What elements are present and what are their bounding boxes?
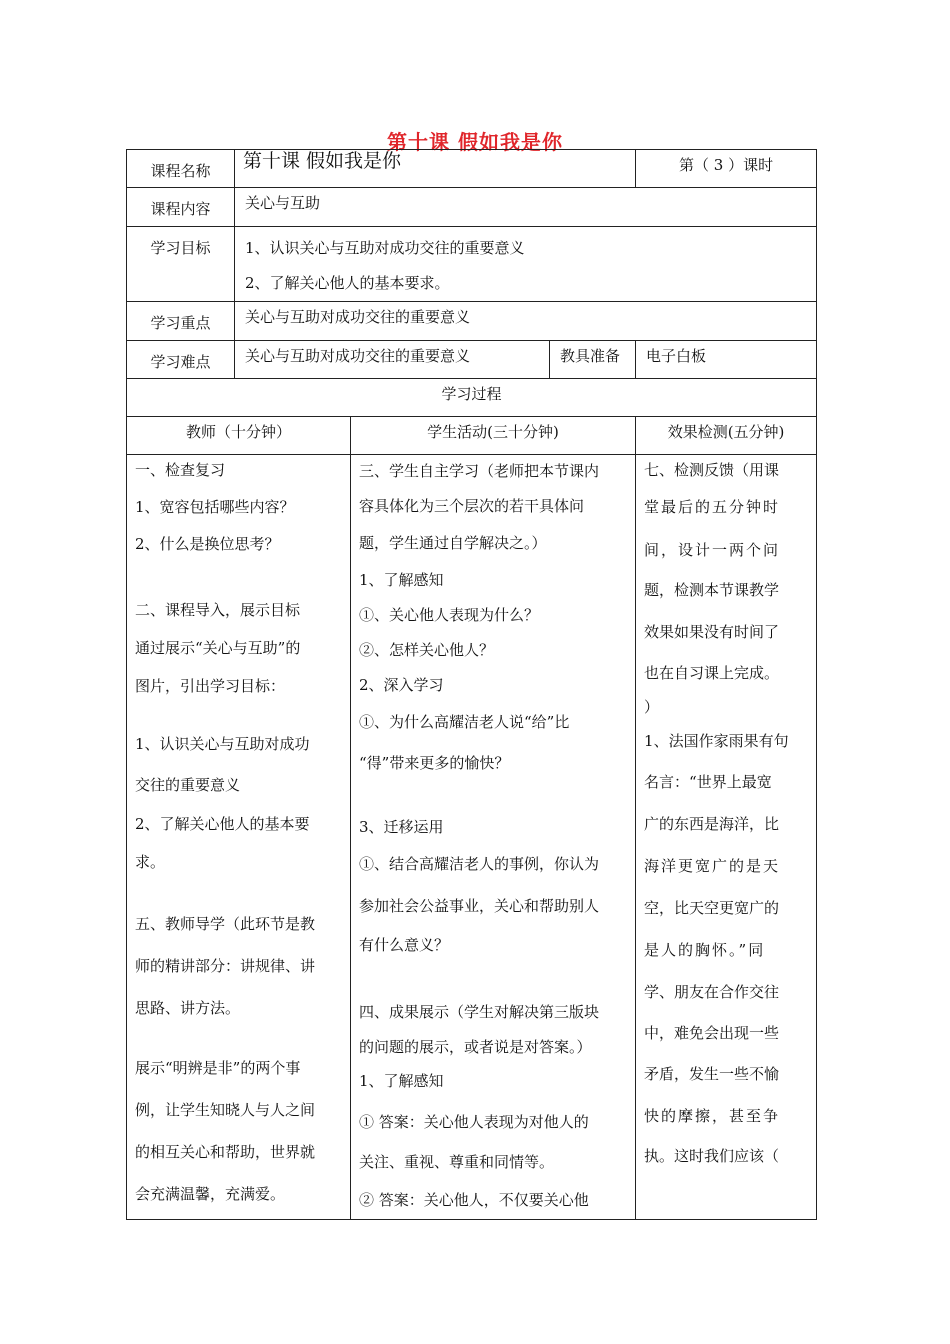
teacher-line: 展示“明辨是非”的两个事 [135,1059,301,1077]
check-line: 七、检测反馈（用课 [644,461,780,479]
goal-item: 2、了解关心他人的基本要求。 [245,274,450,292]
check-line: 矛盾，发生一些不愉 [644,1065,780,1083]
column-header-row [127,417,817,455]
teacher-line: 2、什么是换位思考？ [135,535,280,553]
difficulty-row [127,341,817,379]
student-line: 容具体化为三个层次的若干具体问 [359,497,585,515]
check-line: 海洋更宽广的是天 [644,857,781,875]
student-header: 学生活动(三十分钟) [351,417,636,455]
lesson-plan-table [126,149,817,1220]
teacher-line: 师的精讲部分：讲规律、讲 [135,957,316,975]
course-name-row [127,150,817,188]
goals-label: 学习目标 [127,227,235,302]
course-name-label: 课程名称 [127,150,235,188]
teacher-line: 图片，引出学习目标： [135,677,286,695]
tools-value: 电子白板 [636,341,817,379]
process-row [127,379,817,417]
teacher-line: 五、教师导学（此环节是教 [135,915,316,933]
teacher-line: 交往的重要意义 [135,776,241,794]
process-label: 学习过程 [127,379,817,417]
student-line: 有什么意义？ [359,936,450,954]
teacher-line: 1、宽容包括哪些内容？ [135,498,295,516]
student-line: ①、结合高耀洁老人的事例，你认为 [359,855,600,873]
document-title: 第十课 假如我是你 [387,130,563,154]
student-line: 题，学生通过自学解决之。） [359,534,547,552]
teacher-line: 的相互关心和帮助，世界就 [135,1143,316,1161]
goals-cell [235,227,817,302]
teacher-line: 会充满温馨，充满爱。 [135,1185,286,1203]
check-line: 也在自习课上完成。 [644,664,780,682]
student-line: ②、怎样关心他人？ [359,641,495,659]
teacher-line: 一、检查复习 [135,461,226,479]
period-text: 第（ 3 ）课时 [636,150,817,188]
check-line: 中，难免会出现一些 [644,1024,780,1042]
teacher-line: 1、认识关心与互助对成功 [135,735,310,753]
check-line: 执。这时我们应该（ [644,1147,780,1165]
teacher-line: 二、课程导入，展示目标 [135,601,301,619]
check-line: 1、法国作家雨果有句 [644,732,789,750]
student-column [351,455,636,1220]
check-line: ） [644,698,660,716]
teacher-column [127,455,351,1220]
student-line: ①、关心他人表现为什么？ [359,606,540,624]
student-line: ①、为什么高耀洁老人说“给”比 [359,713,570,731]
student-line: 1、了解感知 [359,571,444,589]
student-line: 3、迁移运用 [359,818,444,836]
student-line: ② 答案：关心他人，不仅要关心他 [359,1191,589,1209]
teacher-line: 2、了解关心他人的基本要 [135,815,310,833]
check-header: 效果检测(五分钟) [636,417,817,455]
student-line: 四、成果展示（学生对解决第三版块 [359,1003,600,1021]
student-line: 关注、重视、尊重和同情等。 [359,1153,555,1171]
check-line: 名言：“世界上最宽 [644,773,772,791]
difficulty-value: 关心与互助对成功交往的重要意义 [235,341,550,379]
check-line: 是人的胸怀。”同 [644,941,766,959]
check-line: 效果如果没有时间了 [644,623,780,641]
student-line: 1、了解感知 [359,1072,444,1090]
teacher-line: 例，让学生知晓人与人之间 [135,1101,316,1119]
focus-row [127,302,817,341]
content-row [127,188,817,227]
student-line: 参加社会公益事业，关心和帮助别人 [359,897,600,915]
check-line: 间，设计一两个问 [644,541,781,559]
teacher-line: 思路、讲方法。 [135,999,241,1017]
check-line: 学、朋友在合作交往 [644,983,780,1001]
student-line: 2、深入学习 [359,676,444,694]
check-line: 快的摩擦，甚至争 [644,1107,781,1125]
goal-item: 1、认识关心与互助对成功交往的重要意义 [245,239,525,257]
difficulty-label: 学习难点 [127,341,235,379]
student-line: “得”带来更多的愉快？ [359,754,510,772]
check-line: 题，检测本节课教学 [644,581,780,599]
check-line: 空，比天空更宽广的 [644,899,780,917]
check-line: 广的东西是海洋，比 [644,815,780,833]
check-line: 堂最后的五分钟时 [644,498,781,516]
teacher-line: 通过展示“关心与互助”的 [135,639,301,657]
teacher-line: 求。 [135,853,166,871]
content-value: 关心与互助 [235,188,817,227]
content-label: 课程内容 [127,188,235,227]
check-column [636,455,817,1220]
process-body-row [127,455,817,1220]
focus-label: 学习重点 [127,302,235,341]
focus-value: 关心与互助对成功交往的重要意义 [235,302,817,341]
course-name-value: 第十课 假如我是你 [235,150,636,188]
goals-row [127,227,817,302]
student-line: 的问题的展示，或者说是对答案。） [359,1038,592,1056]
student-line: ① 答案：关心他人表现为对他人的 [359,1113,589,1131]
tools-label: 教具准备 [550,341,636,379]
student-line: 三、学生自主学习（老师把本节课内 [359,462,600,480]
teacher-header: 教师（十分钟） [127,417,351,455]
